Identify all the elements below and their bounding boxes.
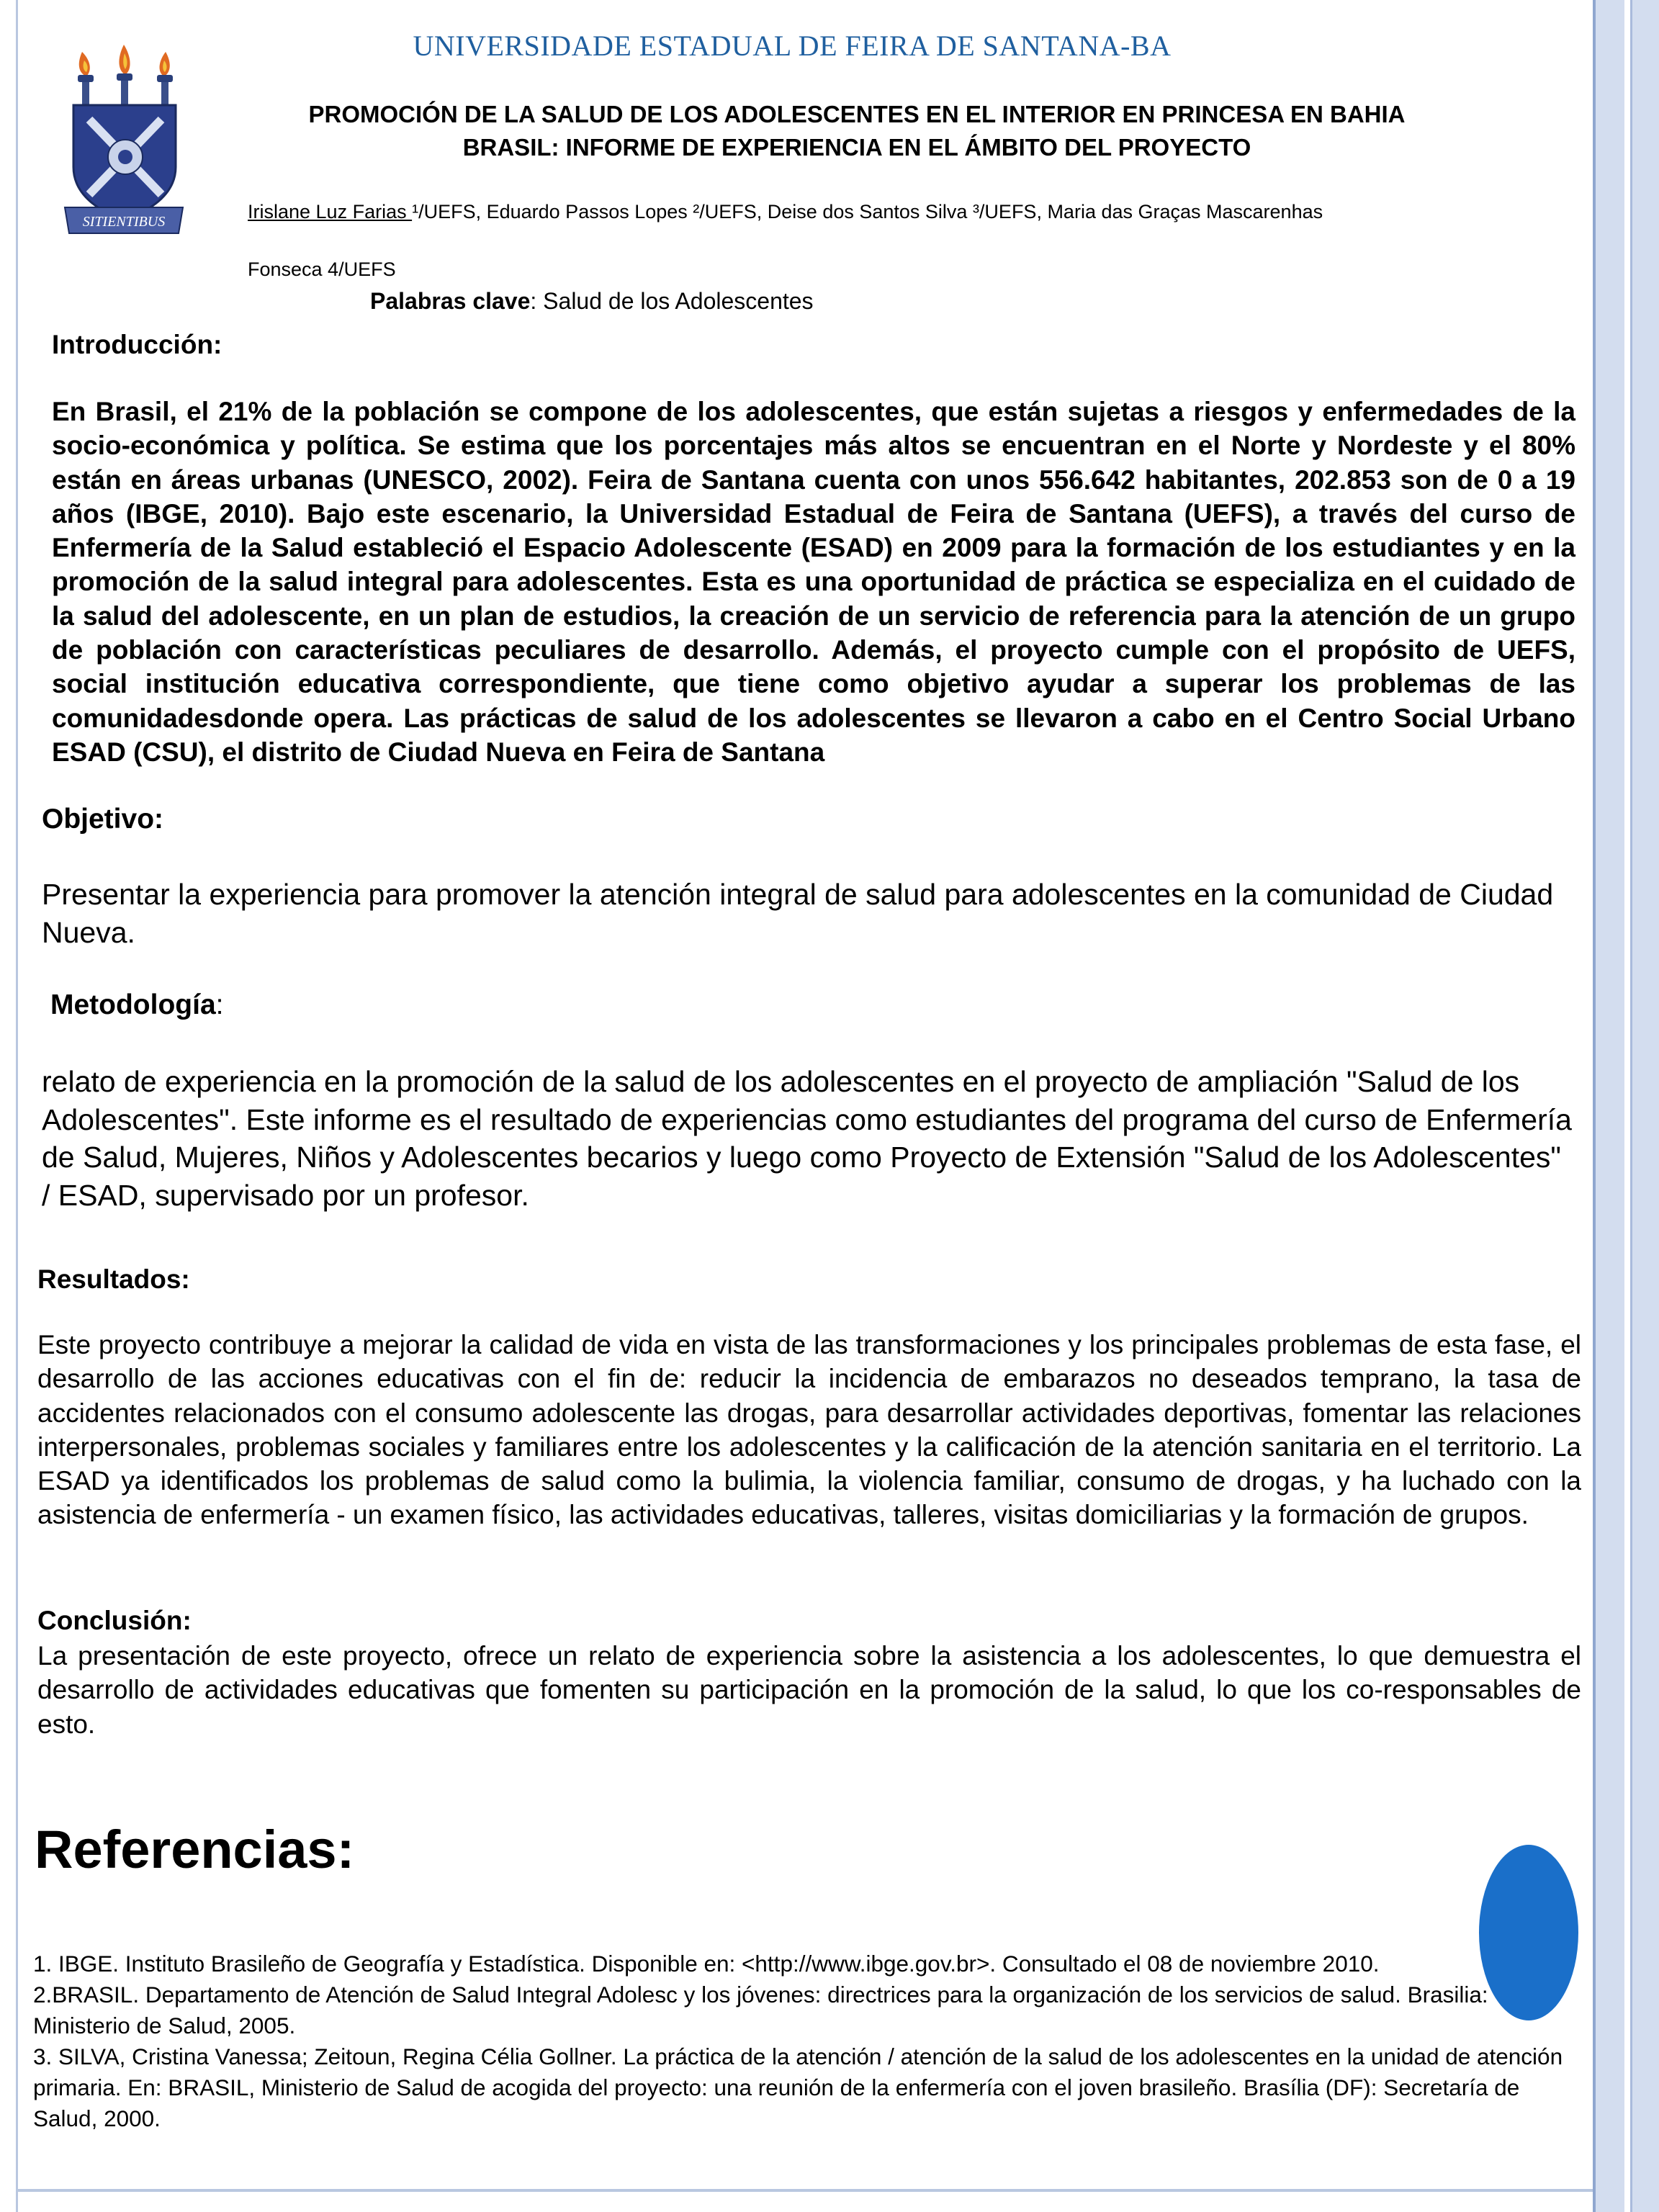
results-heading: Resultados:: [37, 1264, 190, 1294]
page-border-bottom: [16, 2189, 1593, 2192]
reference-item: 1. IBGE. Instituto Brasileño de Geografía y Estadística. Disponible en: <http://www.ibge.gov.br>. Consultado el 08 de noviembre 2010.: [33, 1951, 1380, 1977]
intro-heading: Introducción:: [52, 330, 222, 359]
keywords-label: Palabras clave: [370, 288, 531, 314]
university-crest-icon: [60, 45, 187, 239]
title-line-2: BRASIL: INFORME DE EXPERIENCIA EN EL ÁMBITO DEL PROYECTO: [462, 134, 1251, 161]
blue-oval-shape: [1479, 1845, 1578, 2020]
university-name: UNIVERSIDADE ESTADUAL DE FEIRA DE SANTANA-BA: [413, 30, 1172, 62]
conclusion-text: La presentación de este proyecto, ofrece un relato de experiencia sobre la asistencia a los adolescentes, lo que demuestra el desarrollo de actividades educativas que fomenten su participación en la promoción de la salud, lo que los co-responsables de esto.: [37, 1641, 1581, 1739]
reference-item: 3. SILVA, Cristina Vanessa; Zeitoun, Regina Célia Gollner. La práctica de la atención / atención de la salud de los adolescentes en la unidad de atención primaria. En: BRASIL, Ministerio de Salud de acogida del proyecto: una reunión de la enfermería con el joven brasileño. Brasília (DF): Secretaría de Salud, 2000.: [33, 2044, 1563, 2131]
method-text: relato de experiencia en la promoción de la salud de los adolescentes en el proyecto de ampliación "Salud de los Adolescentes". Este informe es el resultado de experiencias como estudiantes del programa del curso de Enfermería de Salud, Mujeres, Niños y Adolescentes becarios y luego como Proyecto de Extensión "Salud de los Adolescentes" / ESAD, supervisado por un profesor.: [42, 1065, 1572, 1212]
poster-title: [216, 98, 1498, 164]
references-list: [33, 1948, 1574, 2134]
objective-text: Presentar la experiencia para promover la atención integral de salud para adolescentes en la comunidad de Ciudad Nueva.: [42, 878, 1554, 949]
keywords: [370, 288, 814, 315]
method-heading-wrap: [50, 989, 223, 1021]
keywords-value: : Salud de los Adolescentes: [530, 288, 814, 314]
method-heading: Metodología: [50, 989, 216, 1020]
method-heading-colon: :: [215, 989, 224, 1020]
conclusion-heading: Conclusión:: [37, 1606, 192, 1635]
authors: [248, 199, 1486, 282]
authors-line-2: Fonseca 4/UEFS: [248, 258, 396, 280]
authors-line-1: ¹/UEFS, Eduardo Passos Lopes ²/UEFS, Deise dos Santos Silva ³/UEFS, Maria das Graças Mascarenhas: [412, 201, 1323, 222]
first-author: Irislane Luz Farias: [248, 201, 413, 222]
objective-heading: Objetivo:: [42, 804, 164, 835]
intro-text: En Brasil, el 21% de la población se compone de los adolescentes, que están sujetas a riesgos y enfermedades de la socio-económica y política. Se estima que los porcentajes más altos se encuentran en el Norte y Nordeste y el 80% están en áreas urbanas (UNESCO, 2002). Feira de Santana cuenta con unos 556.642 habitantes, 202.853 son de 0 a 19 años (IBGE, 2010). Bajo este escenario, la Universidad Estadual de Feira de Santana (UEFS), a través del curso de Enfermería de la Salud estableció el Espacio Adolescente (ESAD) en 2009 para la formación de los estudiantes y en la promoción de la salud integral para adolescentes. Esta es una oportunidad de práctica se especializa en el cuidado de la salud del adolescente, en un plan de estudios, la creación de un servicio de referencia para la atención de un grupo de población con características peculiares de desarrollo. Además, el proyecto cumple con el propósito de UEFS, social institución educativa correspondiente, que tiene como objetivo ayudar a superar los problemas de las comunidadesdonde opera. Las prácticas de salud de los adolescentes se llevaron a cabo en el Centro Social Urbano ESAD (CSU), el distrito de Ciudad Nueva en Feira de Santana: [52, 397, 1575, 767]
svg-text:SITIENTIBUS: SITIENTIBUS: [82, 214, 166, 230]
title-line-1: PROMOCIÓN DE LA SALUD DE LOS ADOLESCENTES EN EL INTERIOR EN PRINCESA EN BAHIA: [308, 101, 1406, 127]
reference-item: 2.BRASIL. Departamento de Atención de Salud Integral Adolesc y los jóvenes: directrices para la organización de los servicios de salud. Brasilia: Ministerio de Salud, 2005.: [33, 1982, 1488, 2038]
right-decorative-bar: [1593, 0, 1659, 2212]
references-heading: Referencias:: [35, 1820, 355, 1879]
page-border-left: [16, 0, 18, 2212]
results-text: Este proyecto contribuye a mejorar la calidad de vida en vista de las transformaciones y los principales problemas de esta fase, el desarrollo de las acciones educativas con el fin de: reducir la incidencia de embarazos no deseados temprano, la tasa de accidentes relacionados con el consumo adolescente las drogas, para desarrollar actividades deportivas, fomentar las relaciones interpersonales, problemas sociales y familiares entre los adolescentes y la calificación de la atención sanitaria en el territorio. La ESAD ya identificados los problemas de salud como la bulimia, la violencia familiar, consumo de drogas, y ha luchado con la asistencia de enfermería - un examen físico, las actividades educativas, talleres, visitas domiciliarias y la formación de grupos.: [37, 1330, 1581, 1530]
